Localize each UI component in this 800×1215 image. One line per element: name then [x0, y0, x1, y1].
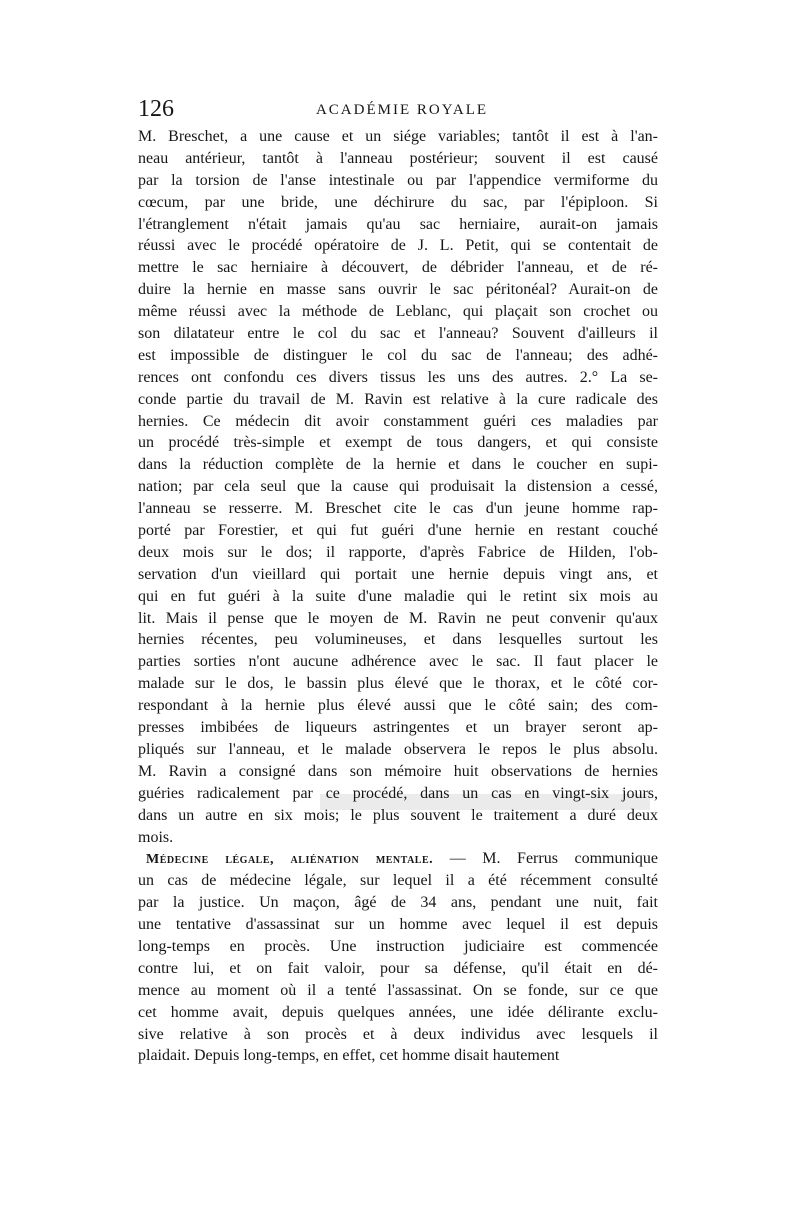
- text-line: presses imbibées de liqueurs astringentes et un brayer seront ap-: [138, 719, 658, 737]
- section-heading-line: [138, 848, 658, 870]
- text-line: nation; par cela seul que la cause qui produisait la distension a cessé,: [138, 478, 658, 496]
- text-line: même réussi avec la méthode de Leblanc, qui plaçait son crochet ou: [138, 303, 658, 321]
- text-line: guéries radicalement par ce procédé, dans un cas en vingt-six jours,: [138, 784, 658, 802]
- text-line: hernies récentes, peu volumineuses, et dans lesquelles surtout les: [138, 631, 658, 649]
- text-line: une tentative d'assassinat sur un homme avec lequel il est depuis: [138, 916, 658, 934]
- text-line: sive relative à son procès et à deux individus avec lesquels il: [138, 1025, 658, 1043]
- text-line: son dilatateur entre le col du sac et l'anneau? Souvent d'ailleurs il: [138, 325, 658, 343]
- text-line: par la torsion de l'anse intestinale ou par l'appendice vermiforme du: [138, 171, 658, 189]
- text-line: dans la réduction complète de la hernie et dans le coucher en supi-: [138, 456, 658, 474]
- text-line: parties sorties n'ont aucune adhérence avec le sac. Il faut placer le: [138, 653, 658, 671]
- text-line: hernies. Ce médecin dit avoir constamment guéri ces maladies par: [138, 412, 658, 430]
- text-line: l'étranglement n'était jamais qu'au sac herniaire, aurait-on jamais: [138, 215, 658, 233]
- text-line: mence au moment où il a tenté l'assassinat. On se fonde, sur ce que: [138, 981, 658, 999]
- text-line: duire la hernie en masse sans ouvrir le sac péritonéal? Aurait-on de: [138, 281, 658, 299]
- text-line: M. Ravin a consigné dans son mémoire huit observations de hernies: [138, 762, 658, 780]
- text-line: conde partie du travail de M. Ravin est relative à la cure radicale des: [138, 390, 658, 408]
- text-line: lit. Mais il pense que le moyen de M. Ravin ne peut convenir qu'aux: [138, 609, 658, 627]
- text-line: deux mois sur le dos; il rapporte, d'après Fabrice de Hilden, l'ob-: [138, 543, 658, 561]
- text-line: contre lui, et on fait valoir, pour sa défense, qu'il était en dé-: [138, 959, 658, 977]
- body-text: [138, 126, 658, 1067]
- text-line: l'anneau se resserre. M. Breschet cite le cas d'un jeune homme rap-: [138, 500, 658, 518]
- paragraph-medical-discussion: [138, 126, 658, 848]
- text-line: cœcum, par une bride, une déchirure du sac, par l'épiploon. Si: [138, 193, 658, 211]
- text-line: long-temps en procès. Une instruction judiciaire est commencée: [138, 937, 658, 955]
- text-line: porté par Forestier, et qui fut guéri d'une hernie en restant couché: [138, 522, 658, 540]
- section-title: Médecine légale, aliénation mentale.: [146, 852, 434, 868]
- paragraph-forensic-lines: [138, 870, 658, 1067]
- text-line: servation d'un vieillard qui portait une hernie depuis vingt ans, et: [138, 565, 658, 583]
- text-line: pliqués sur l'anneau, et le malade observera le repos le plus absolu.: [138, 740, 658, 758]
- text-line: réussi avec le procédé opératoire de J. L. Petit, qui se contentait de: [138, 237, 658, 255]
- running-head: ACADÉMIE ROYALE: [315, 102, 489, 118]
- paragraph-forensic-case: [138, 848, 658, 1067]
- text-line: un cas de médecine légale, sur lequel il a été récemment consulté: [138, 872, 658, 890]
- text-line: dans un autre en six mois; le plus souvent le traitement a duré deux: [138, 806, 658, 824]
- page-header: [138, 94, 666, 124]
- text-line: neau antérieur, tantôt à l'anneau postérieur; souvent il est causé: [138, 149, 658, 167]
- page-number: 126: [138, 96, 174, 122]
- text-line: M. Breschet, a une cause et un siége variables; tantôt il est à l'an-: [138, 128, 658, 145]
- text-line: par la justice. Un maçon, âgé de 34 ans, pendant une nuit, fait: [138, 894, 658, 912]
- text-line: rences ont confondu ces divers tissus les uns des autres. 2.° La se-: [138, 368, 658, 386]
- text-line: mois.: [138, 828, 174, 846]
- section-first-line-text: — M. Ferrus communique: [449, 850, 659, 868]
- text-line: est impossible de distinguer le col du sac de l'anneau; des adhé-: [138, 346, 658, 364]
- text-line: qui en fut guéri à la suite d'une maladie qui le retint six mois au: [138, 587, 658, 605]
- text-line: respondant à la hernie plus élevé aussi que le côté sain; des com-: [138, 697, 658, 715]
- text-line: mettre le sac herniaire à découvert, de débrider l'anneau, et de ré-: [138, 259, 658, 277]
- text-line: plaidait. Depuis long-temps, en effet, cet homme disait hautement: [138, 1047, 560, 1065]
- text-line: malade sur le dos, le bassin plus élevé que le thorax, et le côté cor-: [138, 675, 658, 693]
- text-line: cet homme avait, depuis quelques années, une idée délirante exclu-: [138, 1003, 658, 1021]
- text-line: un procédé très-simple et exempt de tous dangers, et qui consiste: [138, 434, 658, 452]
